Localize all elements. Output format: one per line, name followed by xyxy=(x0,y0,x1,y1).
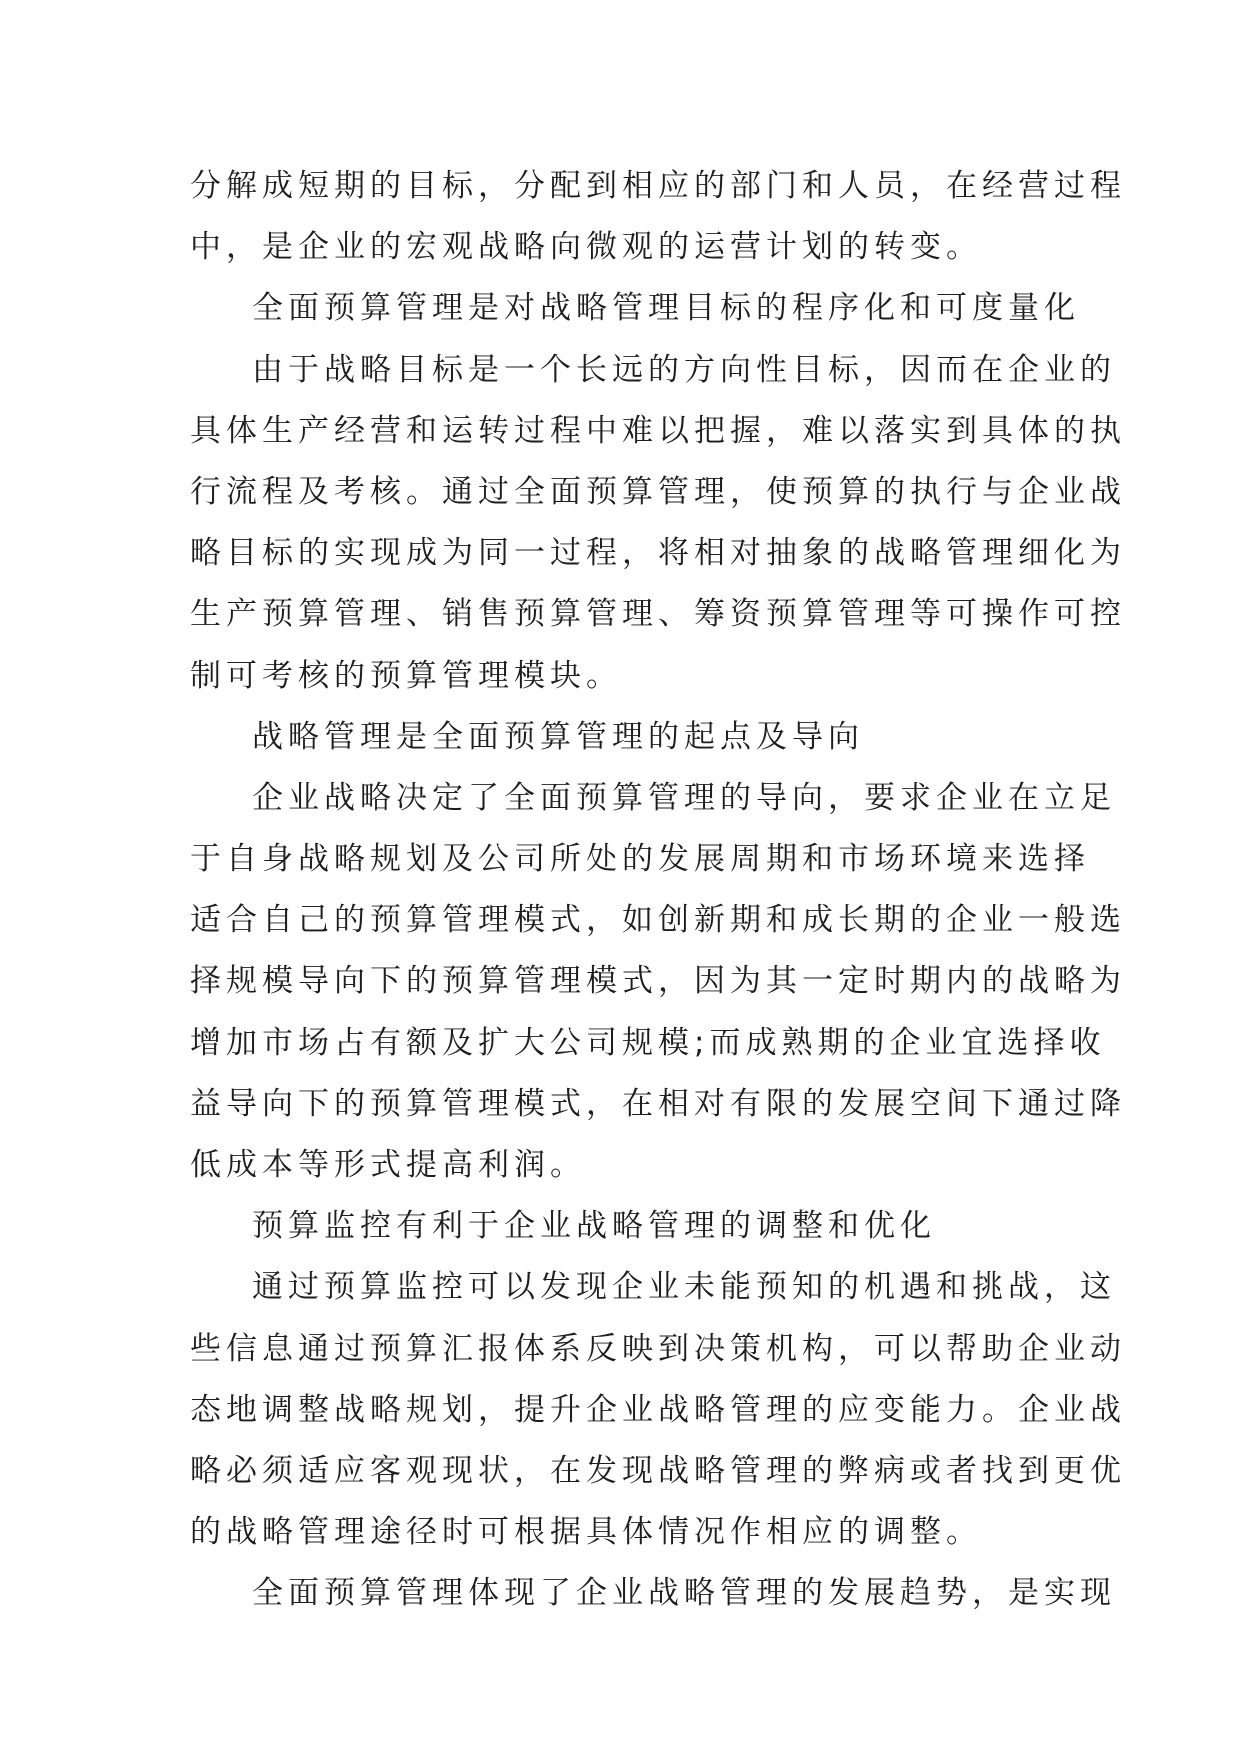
text-line: 制可考核的预算管理模块。 xyxy=(190,657,622,694)
section-heading: 战略管理是全面预算管理的起点及导向 xyxy=(252,718,864,755)
text-line: 通过预算监控可以发现企业未能预知的机遇和挑战，这 xyxy=(252,1269,1116,1306)
text-line: 略目标的实现成为同一过程，将相对抽象的战略管理细化为 xyxy=(190,535,1126,572)
text-line: 略必须适应客观现状，在发现战略管理的弊病或者找到更优 xyxy=(190,1452,1126,1489)
text-line: 分解成短期的目标，分配到相应的部门和人员，在经营过程 xyxy=(190,168,1126,204)
text-line: 低成本等形式提高利润。 xyxy=(190,1147,586,1183)
text-line: 于自身战略规划及公司所处的发展周期和市场环境来选择 xyxy=(190,841,1090,878)
text-line: 择规模导向下的预算管理模式，因为其一定时期内的战略为 xyxy=(190,963,1126,1000)
body-text xyxy=(190,156,1126,1625)
text-line: 企业战略决定了全面预算管理的导向，要求企业在立足 xyxy=(252,779,1116,816)
text-line: 适合自己的预算管理模式，如创新期和成长期的企业一般选 xyxy=(190,902,1126,939)
text-line: 由于战略目标是一个长远的方向性目标，因而在企业的 xyxy=(252,351,1116,388)
text-line: 态地调整战略规划，提升企业战略管理的应变能力。企业战 xyxy=(190,1391,1126,1428)
section-heading: 预算监控有利于企业战略管理的调整和优化 xyxy=(252,1208,936,1245)
text-line: 益导向下的预算管理模式，在相对有限的发展空间下通过降 xyxy=(190,1085,1126,1122)
text-line: 些信息通过预算汇报体系反映到决策机构，可以帮助企业动 xyxy=(190,1330,1126,1367)
text-line: 行流程及考核。通过全面预算管理，使预算的执行与企业战 xyxy=(190,473,1126,510)
text-line: 的战略管理途径时可根据具体情况作相应的调整。 xyxy=(190,1514,982,1551)
text-line: 生产预算管理、销售预算管理、筹资预算管理等可操作可控 xyxy=(190,596,1126,633)
section-heading: 全面预算管理是对战略管理目标的程序化和可度量化 xyxy=(252,290,1080,327)
text-line: 具体生产经营和运转过程中难以把握，难以落实到具体的执 xyxy=(190,412,1126,449)
text-line: 中，是企业的宏观战略向微观的运营计划的转变。 xyxy=(190,229,982,266)
text-line: 增加市场占有额及扩大公司规模;而成熟期的企业宜选择收 xyxy=(190,1024,1106,1061)
text-line: 全面预算管理体现了企业战略管理的发展趋势，是实现 xyxy=(252,1575,1116,1612)
